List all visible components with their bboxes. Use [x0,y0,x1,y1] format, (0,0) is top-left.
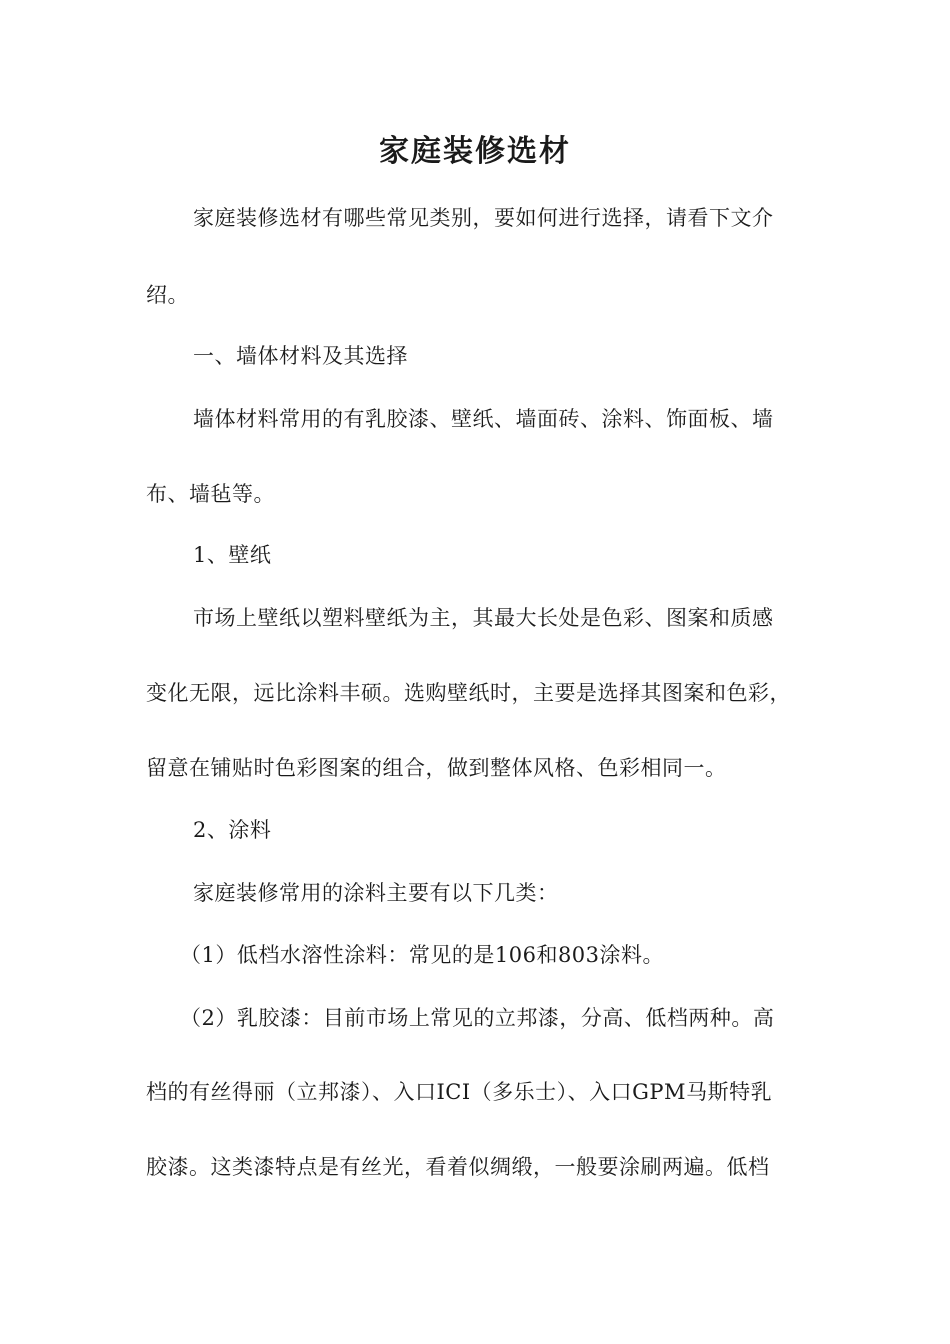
paragraph-line: 布、墙毡等。 [146,482,275,506]
list-item: （1）低档水溶性涂料：常见的是106和803涂料。 [180,943,665,967]
paragraph-line: 胶漆。这类漆特点是有丝光，看着似绸缎，一般要涂刷两遍。低档 [146,1155,770,1179]
subsection-heading: 2、涂料 [193,818,272,842]
document-title: 家庭装修选材 [379,134,571,169]
paragraph-line: 变化无限，远比涂料丰硕。选购壁纸时，主要是选择其图案和色彩， [146,681,791,705]
paragraph-line: 家庭装修选材有哪些常见类别，要如何进行选择，请看下文介 [193,206,774,230]
paragraph-line: 档的有丝得丽（立邦漆）、入口ICI（多乐士）、入口GPM马斯特乳 [146,1080,773,1104]
subsection-heading: 1、壁纸 [193,543,272,567]
paragraph-line: 留意在铺贴时色彩图案的组合，做到整体风格、色彩相同一。 [146,756,727,780]
paragraph-line: 墙体材料常用的有乳胶漆、壁纸、墙面砖、涂料、饰面板、墙 [193,407,774,431]
paragraph-line: 家庭装修常用的涂料主要有以下几类： [193,881,559,905]
paragraph-line: 绍。 [146,283,189,307]
paragraph-line: 市场上壁纸以塑料壁纸为主，其最大长处是色彩、图案和质感 [193,606,774,630]
section-heading: 一、墙体材料及其选择 [193,344,408,368]
list-item: （2）乳胶漆：目前市场上常见的立邦漆，分高、低档两种。高 [180,1006,775,1030]
